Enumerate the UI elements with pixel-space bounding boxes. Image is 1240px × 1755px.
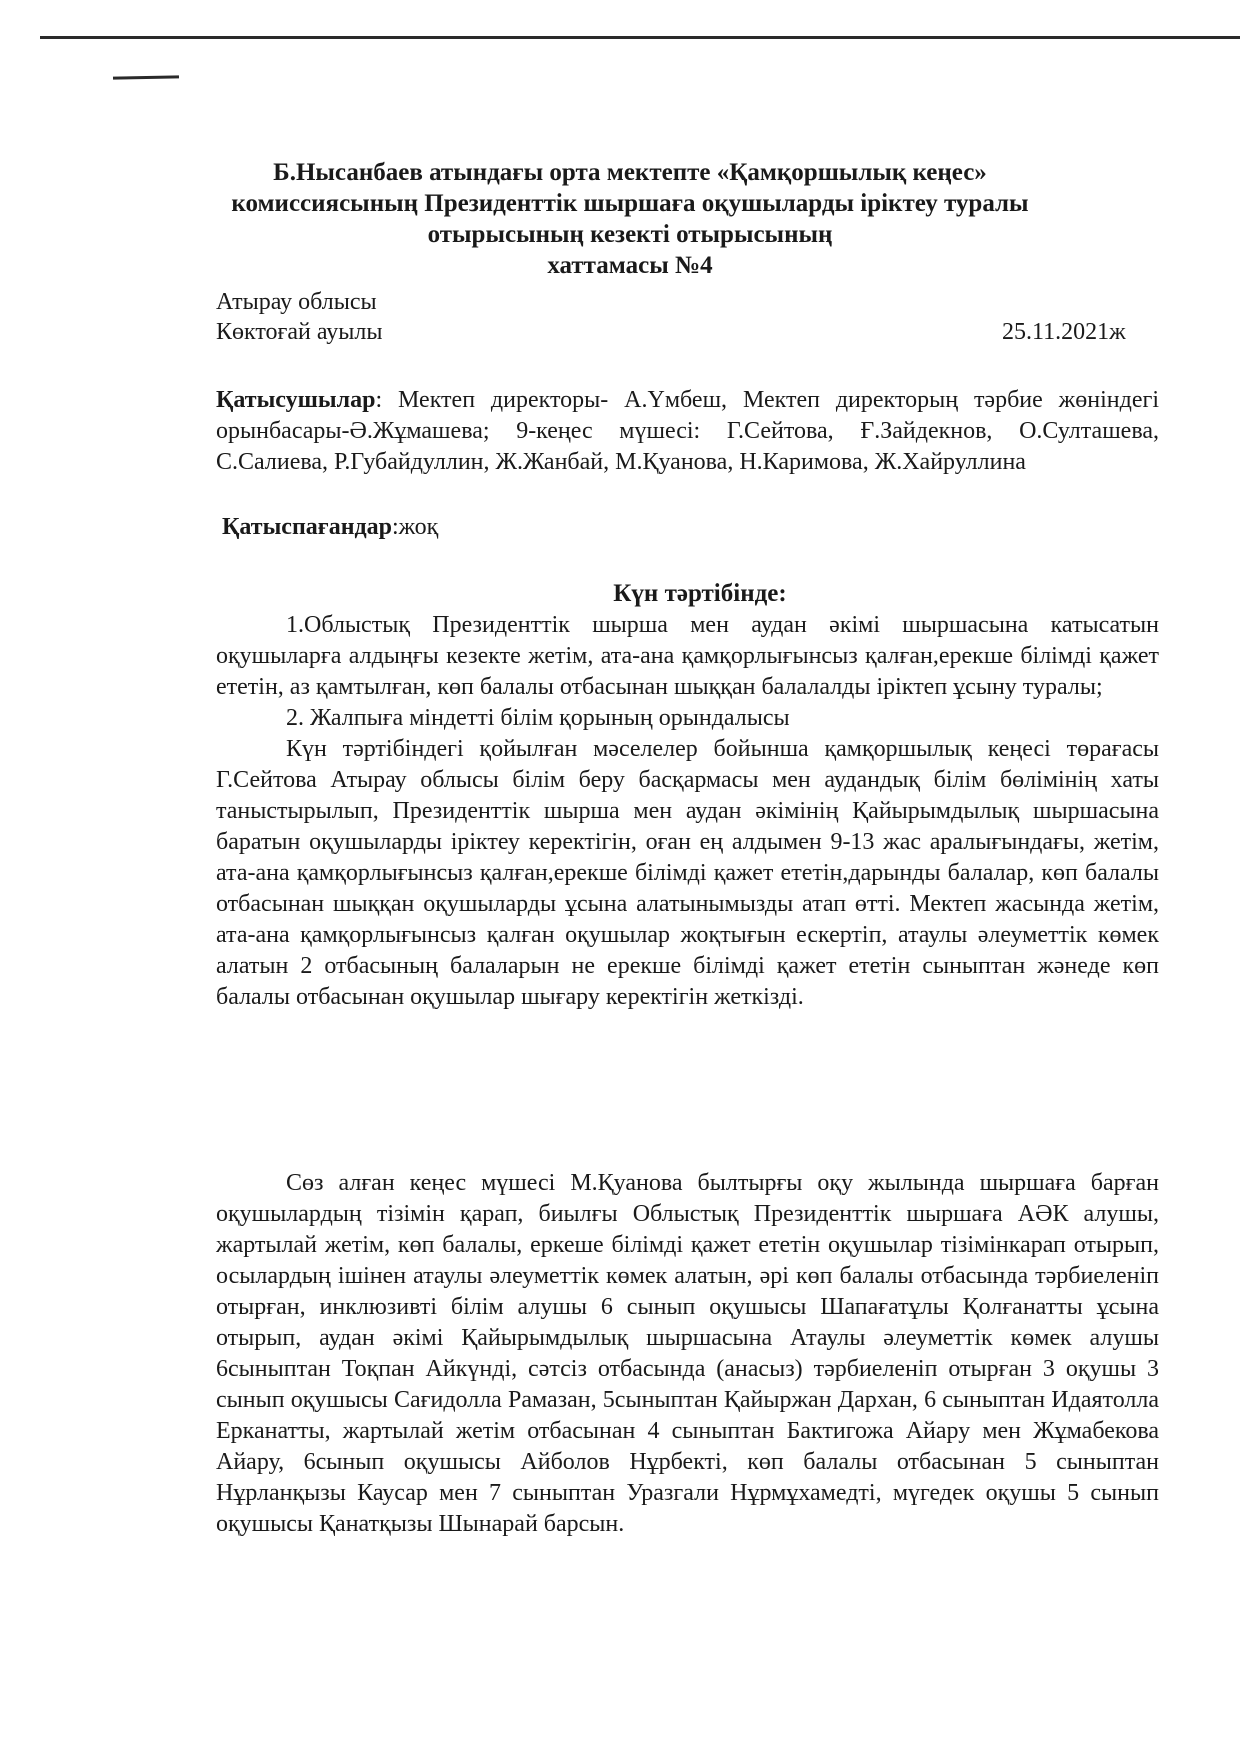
title-line-4: хаттамасы №4 <box>547 252 713 279</box>
location-village: Көктоғай ауылы <box>216 319 383 345</box>
participants-section <box>216 385 1159 478</box>
participants-label: Қатысушылар <box>216 387 376 413</box>
scan-mark <box>113 75 179 79</box>
absent-text: :жоқ <box>392 514 439 540</box>
title-line-2: комиссиясының Президенттік шыршаға оқушыларды іріктеу туралы <box>231 190 1029 217</box>
title-line-3: отырысының кезекті отырысының <box>427 221 833 248</box>
location-region: Атырау облысы <box>216 289 377 315</box>
agenda-body <box>216 610 1159 1013</box>
title-line-1: Б.Нысанбаев атындағы орта мектепте «Қамқоршылық кеңес» <box>273 159 987 186</box>
document-date: 25.11.2021ж <box>1002 319 1126 345</box>
absent-section <box>222 512 1165 543</box>
agenda-discussion: Күн тәртібіндегі қойылған мәселелер бойынша қамқоршылық кеңесі төрағасы Г.Сейтова Атырау облысы білім беру басқармасы мен аудандық білім бөлімінің хаты таныстырылып, Президенттік шырша мен аудан әкімінің Қайырымдылық шыршасына баратын оқушыларды іріктеу керектігін, оған ең алдымен 9-13 жас аралығындағы, жетім, ата-ана қамқорлығынсыз қалған,ерекше білімді қажет ететін,дарынды балалар, көп балалы отбасынан шыққан оқушыларды ұсына алатынымызды атап өтті. Мектеп жасында жетім, ата-ана қамқорлығынсыз қалған оқушылар жоқтығын ескертіп, атаулы әлеуметтік көмек алатын 2 отбасының балаларын не ерекше білімді қажет ететін сыныптан жәнеде көп балалы отбасынан оқушылар шығару керектігін жеткізді. <box>216 736 1159 1010</box>
scan-edge-line <box>40 36 1240 39</box>
speech-section <box>216 1168 1159 1540</box>
agenda-title: Күн тәртібінде: <box>613 580 787 607</box>
agenda-item-2: 2. Жалпыға міндетті білім қорының орындалысы <box>286 705 790 731</box>
document-title <box>200 157 1060 281</box>
agenda-item-1: 1.Облыстық Президенттік шырша мен аудан әкімі шыршасына катысатын оқушыларға алдыңғы кезекте жетім, ата-ана қамқорлығынсыз қалған,ерекше білімді қажет ететін, аз қамтылған, көп балалы отбасынан шыққан балалалды іріктеп ұсыну туралы; <box>216 612 1159 700</box>
participants-text: : Мектеп директоры- А.Үмбеш, Мектеп директорың тәрбие жөніндегі орынбасары-Ә.Жұмашева; 9-кеңес мүшесі: Г.Сейтова, Ғ.Зайдекнов, О.Султашева, С.Салиева, Р.Губайдуллин, Ж.Жанбай, М.Қуанова, Н.Каримова, Ж.Хайруллина <box>216 387 1159 475</box>
speech-paragraph: Сөз алған кеңес мүшесі М.Қуанова былтырғы оқу жылында шыршаға барған оқушылардың тізімін қарап, биылғы Облыстық Президенттік шыршаға АӘК алушы, жартылай жетім, көп балалы, еркеше білімді қажет ететін оқушылар тізімінкарап отырып, осылардың ішінен атаулы әлеуметтік көмек алатын, әрі көп балалы отбасында тәрбиеленіп отырған, инклюзивті білім алушы 6 сынып оқушысы Шапағатұлы Қолғанатты ұсына отырып, аудан әкімі Қайырымдылық шыршасына Атаулы әлеуметтік көмек алушы 6сыныптан Тоқпан Айкүнді, сәтсіз отбасында (анасыз) тәрбиеленіп отырған 3 оқушы 3 сынып оқушысы Сағидолла Рамазан, 5сыныптан Қайыржан Дархан, 6 сыныптан Идаятолла Ерканатты, жартылай жетім отбасынан 4 сыныптан Бактигожа Айару мен Жұмабекова Айару, 6сынып оқушысы Айболов Нұрбекті, көп балалы отбасынан 5 сыныптан Нұрланқызы Каусар мен 7 сыныптан Уразгали Нұрмұхамедті, мүгедек оқушы 5 сынып оқушысы Қанатқызы Шынарай барсын. <box>216 1170 1159 1537</box>
absent-label: Қатыспағандар <box>222 514 393 540</box>
